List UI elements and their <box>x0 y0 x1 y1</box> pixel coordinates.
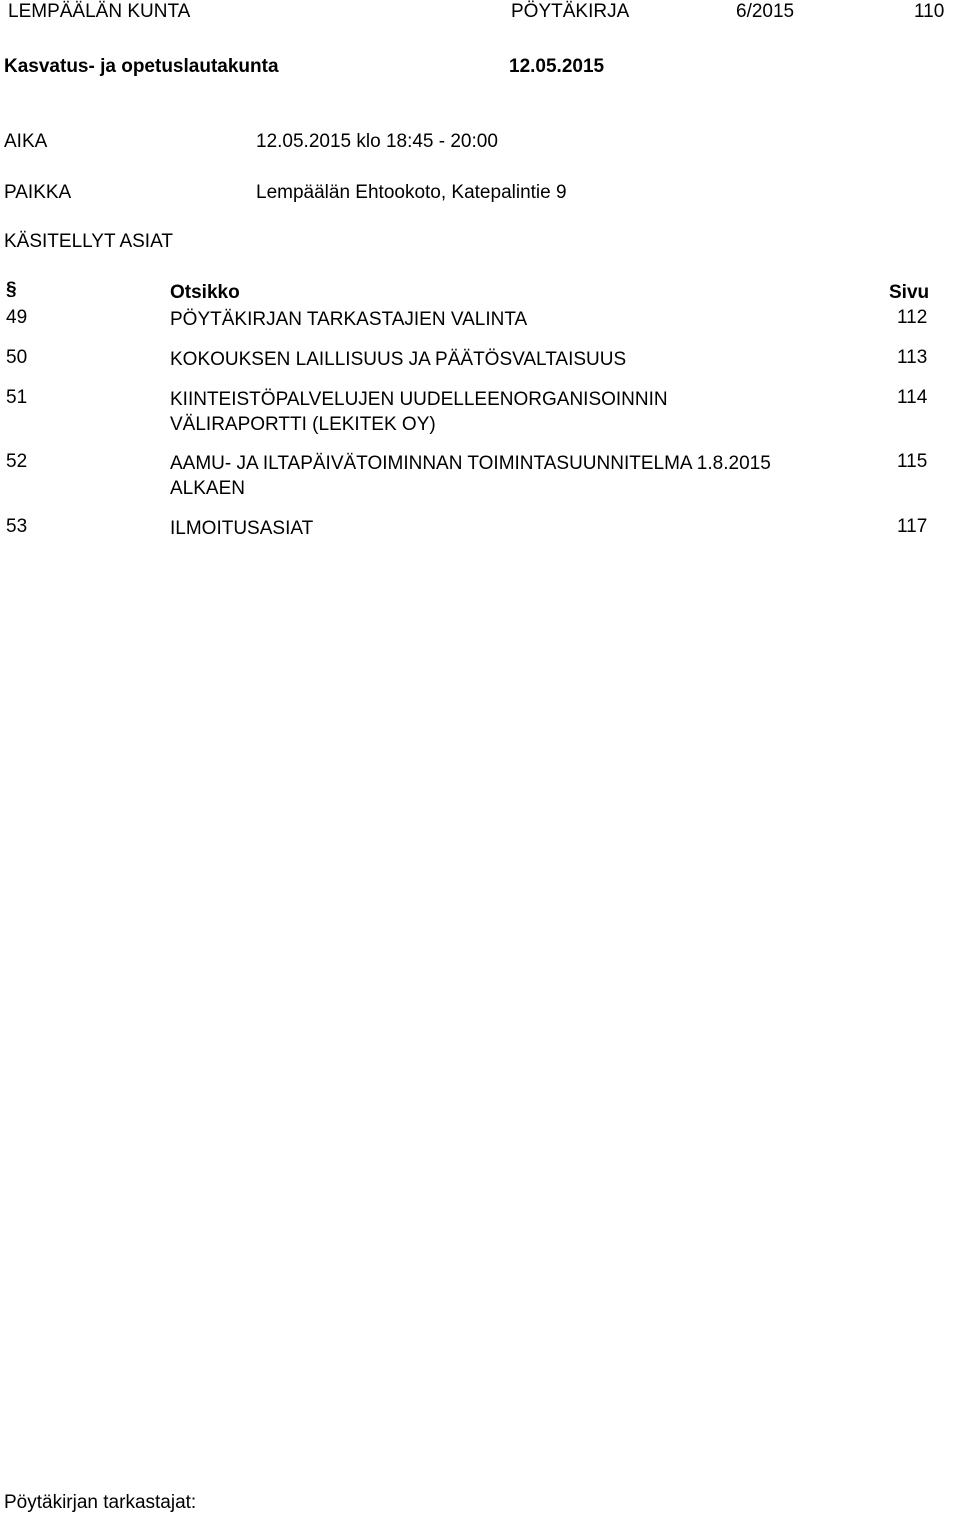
agenda-item-title: AAMU- JA ILTAPÄIVÄTOIMINNAN TOIMINTASUUNNITELMA 1.8.2015 ALKAEN <box>170 453 771 499</box>
agenda-item-number: 51 <box>6 387 28 408</box>
agenda-item-number: 49 <box>6 307 28 328</box>
section-symbol-header: § <box>6 279 17 300</box>
agenda-item-number: 52 <box>6 451 28 472</box>
agenda-item-title: KIINTEISTÖPALVELUJEN UUDELLEENORGANISOINNIN VÄLIRAPORTTI (LEKITEK OY) <box>170 389 668 435</box>
agenda-item-page: 113 <box>897 347 928 368</box>
document-type: PÖYTÄKIRJA <box>511 1 630 22</box>
reviewers-label: Pöytäkirjan tarkastajat: <box>4 1492 197 1513</box>
agenda-item-page: 112 <box>897 307 928 328</box>
agenda-item-number: 50 <box>6 347 28 368</box>
agenda-item-page: 115 <box>897 451 928 472</box>
agenda-item-title: KOKOUKSEN LAILLISUUS JA PÄÄTÖSVALTAISUUS <box>170 349 627 370</box>
time-value: 12.05.2015 klo 18:45 - 20:00 <box>256 131 498 152</box>
handled-items-title: KÄSITELLYT ASIAT <box>4 231 173 252</box>
page-number: 110 <box>914 1 945 22</box>
agenda-item-title: PÖYTÄKIRJAN TARKASTAJIEN VALINTA <box>170 309 528 330</box>
place-label: PAIKKA <box>4 182 72 203</box>
document-number: 6/2015 <box>736 1 795 22</box>
time-label: AIKA <box>4 131 48 152</box>
place-value: Lempäälän Ehtookoto, Katepalintie 9 <box>256 182 567 203</box>
agenda-item-page: 117 <box>897 516 928 537</box>
board-name: Kasvatus- ja opetuslautakunta <box>4 56 279 77</box>
agenda-item-number: 53 <box>6 516 28 537</box>
agenda-item-title: ILMOITUSASIAT <box>170 518 314 539</box>
municipality-name: LEMPÄÄLÄN KUNTA <box>8 1 191 22</box>
meeting-date: 12.05.2015 <box>509 56 605 77</box>
page-column-header: Sivu <box>889 282 930 303</box>
title-column-header: Otsikko <box>170 282 240 303</box>
agenda-item-page: 114 <box>897 387 928 408</box>
